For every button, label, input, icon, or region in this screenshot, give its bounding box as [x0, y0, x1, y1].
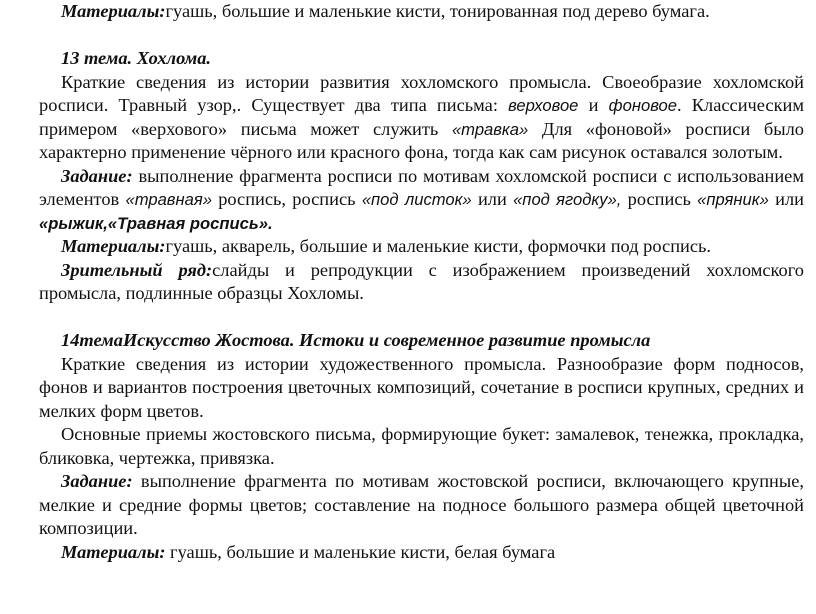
materials-label: Материалы: [61, 236, 166, 256]
materials-text: гуашь, большие и маленькие кисти, тонированная под дерево бумага. [165, 1, 710, 21]
term-travka: «травка» [451, 119, 529, 139]
topic13-materials-paragraph [39, 235, 804, 259]
spacer [39, 24, 804, 48]
topic13-intro-paragraph [39, 71, 804, 165]
text-run: Краткие сведения из истории художественного промысла. Разнообразие форм подносов, фонов и вариантов построения цветочных композиций, сочетание в росписи крупных, средних и мелких форм цветов. [39, 353, 804, 421]
topic13-visual-paragraph [39, 259, 804, 306]
task-label: Задание: [61, 165, 133, 186]
term-pod-yagodku: «под ягодку», [513, 190, 622, 209]
text-run: Краткие сведения из истории развития хохломского промысла. Своеобразие хохломской росписи. Травный узор,. Существует два типа письма: [39, 71, 804, 115]
spacer [39, 306, 804, 330]
term-pryanik: «пряник» [697, 190, 769, 209]
topic13-heading [39, 47, 804, 71]
visual-label: Зрительный ряд: [61, 259, 213, 280]
term-verkhovoe: верховое [508, 96, 579, 115]
task-label: Задание: [61, 471, 133, 491]
materials-label: Материалы: [61, 1, 166, 21]
text-run: или [768, 189, 804, 209]
visual-text: слайды и репродукции с изображением произведений хохломского промысла, подлинные образцы Хохломы. [39, 259, 804, 303]
topic13-task-paragraph [39, 165, 804, 236]
text-run: . Классическим примером «верхового» письма может служить [39, 95, 804, 139]
topic14-task-paragraph [39, 470, 804, 541]
topic14-materials-paragraph [39, 541, 804, 565]
topic14-heading-text: 14темаИскусство Жостова. Истоки и современное развитие промысла [61, 330, 651, 350]
topic13-heading-text: 13 тема. Хохлома. [61, 48, 211, 68]
text-run: роспись, роспись [211, 189, 362, 209]
term-pod-listok: «под листок» [361, 190, 472, 209]
topic14-intro-paragraph [39, 353, 804, 424]
text-run: Основные приемы жостовского письма, формирующие букет: замалевок, тенежка, прокладка, бликовка, чертежка, привязка. [39, 424, 804, 468]
text-run: Для «фоновой» росписи было характерно применение чёрного или красного фона, тогда как сам рисунок оставался золотым. [39, 118, 804, 162]
topic14-techniques-paragraph [39, 423, 804, 470]
materials-label: Материалы: [61, 541, 166, 562]
text-run: и [578, 95, 609, 115]
text-run: выполнение фрагмента росписи по мотивам хохломской росписи с использованием элементов [39, 165, 804, 209]
term-ryzhik: «рыжик,«Травная роспись». [39, 213, 273, 233]
task-text: выполнение фрагмента по мотивам жостовской росписи, включающего крупные, мелкие и средние формы цветов; составление на подносе большого размера общей цветочной композиции. [39, 471, 804, 538]
intro-materials-paragraph [39, 0, 804, 24]
topic14-heading [39, 329, 804, 353]
materials-text: гуашь, акварель, большие и маленькие кисти, формочки под роспись. [165, 236, 712, 256]
text-run: роспись [621, 189, 698, 209]
term-travnaya: «травная» [125, 190, 212, 209]
text-run: или [471, 189, 514, 209]
term-fonovoe: фоновое [608, 96, 677, 115]
materials-text: гуашь, большие и маленькие кисти, белая бумага [165, 541, 556, 562]
